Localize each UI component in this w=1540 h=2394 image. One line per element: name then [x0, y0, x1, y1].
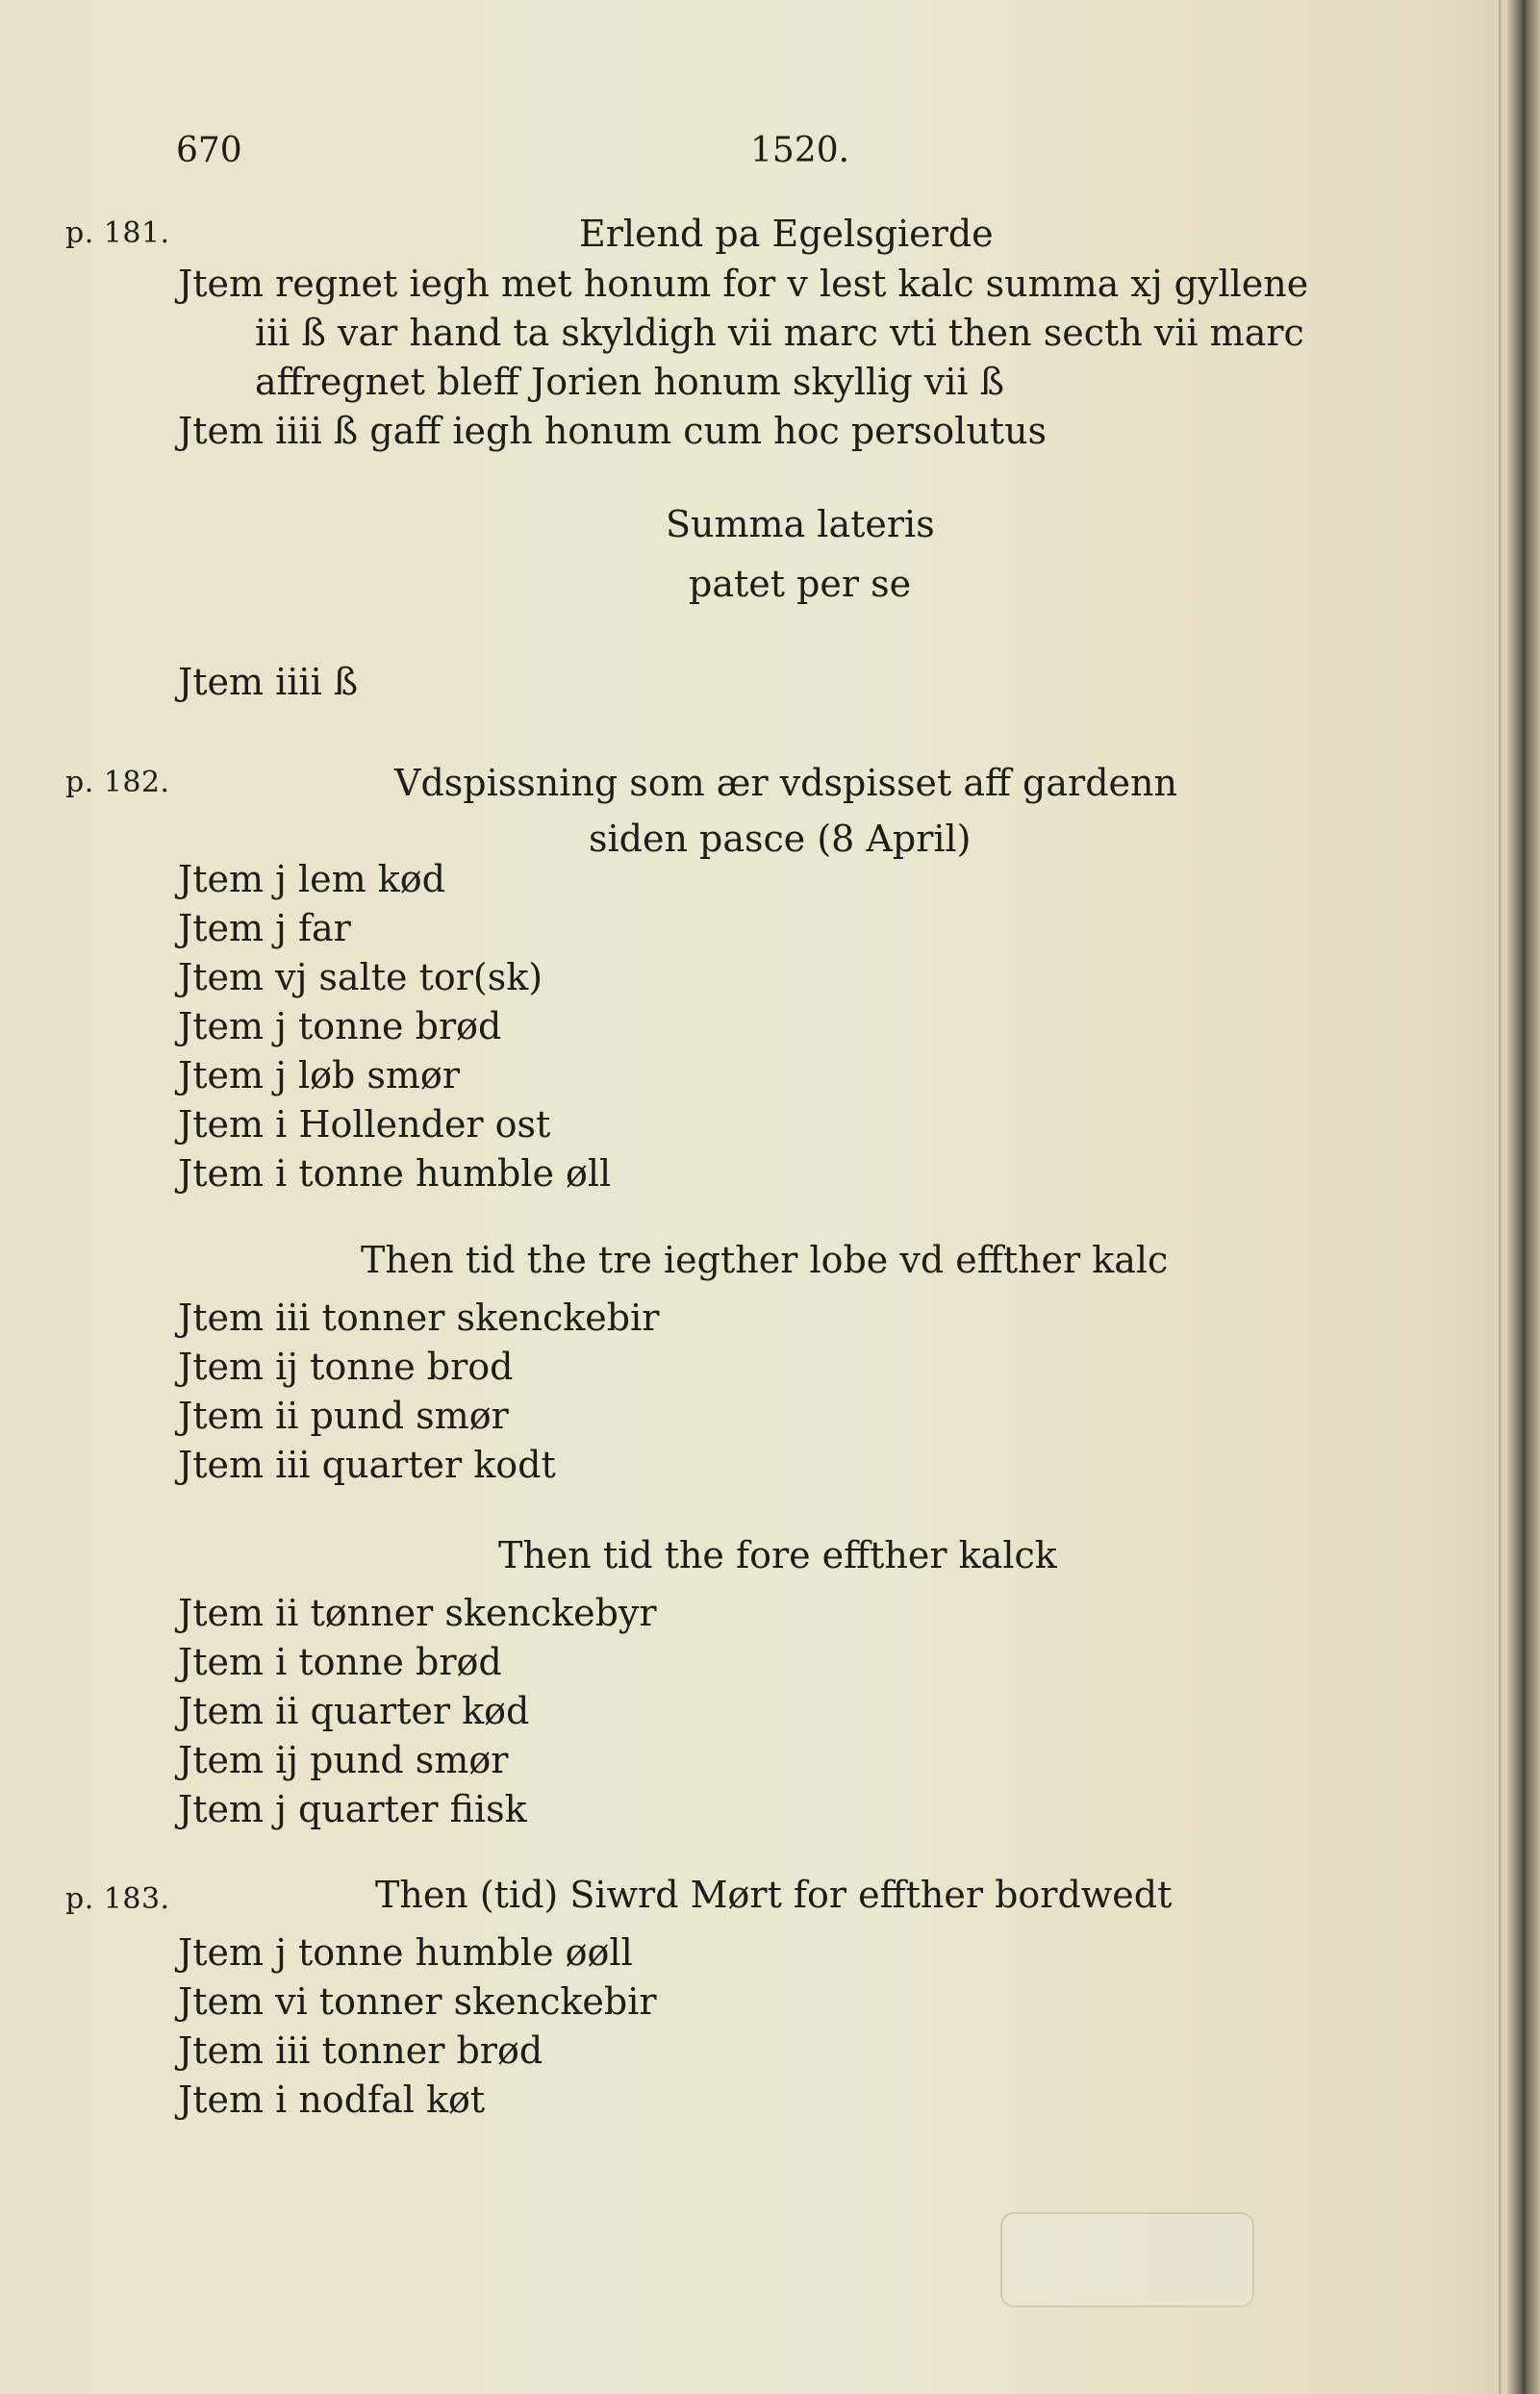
section-title-erlend: Erlend pa Egelsgierde	[579, 213, 994, 255]
text-line: Jtem regnet iegh met honum for v lest kalc summa xj gyllene	[178, 263, 1309, 305]
section-subtitle-date: siden pasce (8 April)	[589, 818, 972, 860]
section-title-vdspissning: Vdspissning som ær vdspisset aff gardenn	[394, 762, 1177, 804]
page-gutter-line	[1499, 0, 1502, 2394]
list-item: Jtem j lem kød	[178, 858, 445, 900]
list-item: Jtem i nodfal køt	[178, 2079, 486, 2121]
page-number: 670	[176, 131, 242, 170]
page-year: 1520.	[750, 131, 850, 170]
list-item: Jtem j tonne brød	[178, 1005, 502, 1047]
list-item: Jtem i tonne humble øll	[178, 1152, 612, 1195]
list-item: Jtem iii tonner skenckebir	[178, 1297, 660, 1339]
text-line: iii ß var hand ta skyldigh vii marc vti then secth vii marc	[255, 312, 1304, 354]
list-item: Jtem iii tonner brød	[178, 2029, 543, 2072]
margin-ref-182: p. 182.	[65, 766, 170, 799]
item-list-section3	[178, 1294, 659, 1490]
list-item: Jtem ij tonne brod	[178, 1346, 514, 1388]
book-spine	[1507, 0, 1540, 2394]
list-item: Jtem j tonne humble øøll	[178, 1931, 633, 1974]
list-item: Jtem ii quarter kød	[178, 1690, 530, 1732]
item-list-section2	[178, 855, 611, 1198]
list-item: Jtem j quarter fiisk	[178, 1788, 527, 1830]
list-item: Jtem j far	[178, 907, 351, 949]
item-list-section4	[178, 1589, 657, 1834]
list-item: Jtem ij pund smør	[178, 1739, 509, 1781]
tape-mark	[1000, 2212, 1254, 2307]
item-list-section5	[178, 1928, 657, 2125]
list-item: Jtem vi tonner skenckebir	[178, 1980, 657, 2023]
margin-ref-181: p. 181.	[65, 216, 170, 250]
list-item: Jtem j løb smør	[178, 1054, 460, 1096]
text-line: Jtem iiii ß	[178, 661, 359, 703]
patet-per-se: patet per se	[689, 563, 912, 605]
text-line: Jtem iiii ß gaff iegh honum cum hoc persolutus	[178, 410, 1048, 452]
list-item: Jtem i Hollender ost	[178, 1103, 551, 1146]
list-item: Jtem ii pund smør	[178, 1395, 509, 1437]
section-title-siwrd: Then (tid) Siwrd Mørt for effther bordwedt	[375, 1874, 1173, 1916]
list-item: Jtem i tonne brød	[178, 1641, 502, 1683]
list-item: Jtem vj salte tor(sk)	[178, 956, 543, 998]
section-title-fore: Then tid the fore effther kalck	[498, 1534, 1057, 1576]
list-item: Jtem iii quarter kodt	[178, 1444, 556, 1486]
text-line: affregnet bleff Jorien honum skyllig vii ß	[255, 361, 1004, 403]
summa-lateris: Summa lateris	[666, 503, 935, 545]
margin-ref-183: p. 183.	[65, 1882, 170, 1916]
section1-body	[178, 260, 1428, 456]
list-item: Jtem ii tønner skenckebyr	[178, 1592, 657, 1634]
section-title-tre-iegther: Then tid the tre iegther lobe vd effther kalc	[361, 1239, 1169, 1281]
